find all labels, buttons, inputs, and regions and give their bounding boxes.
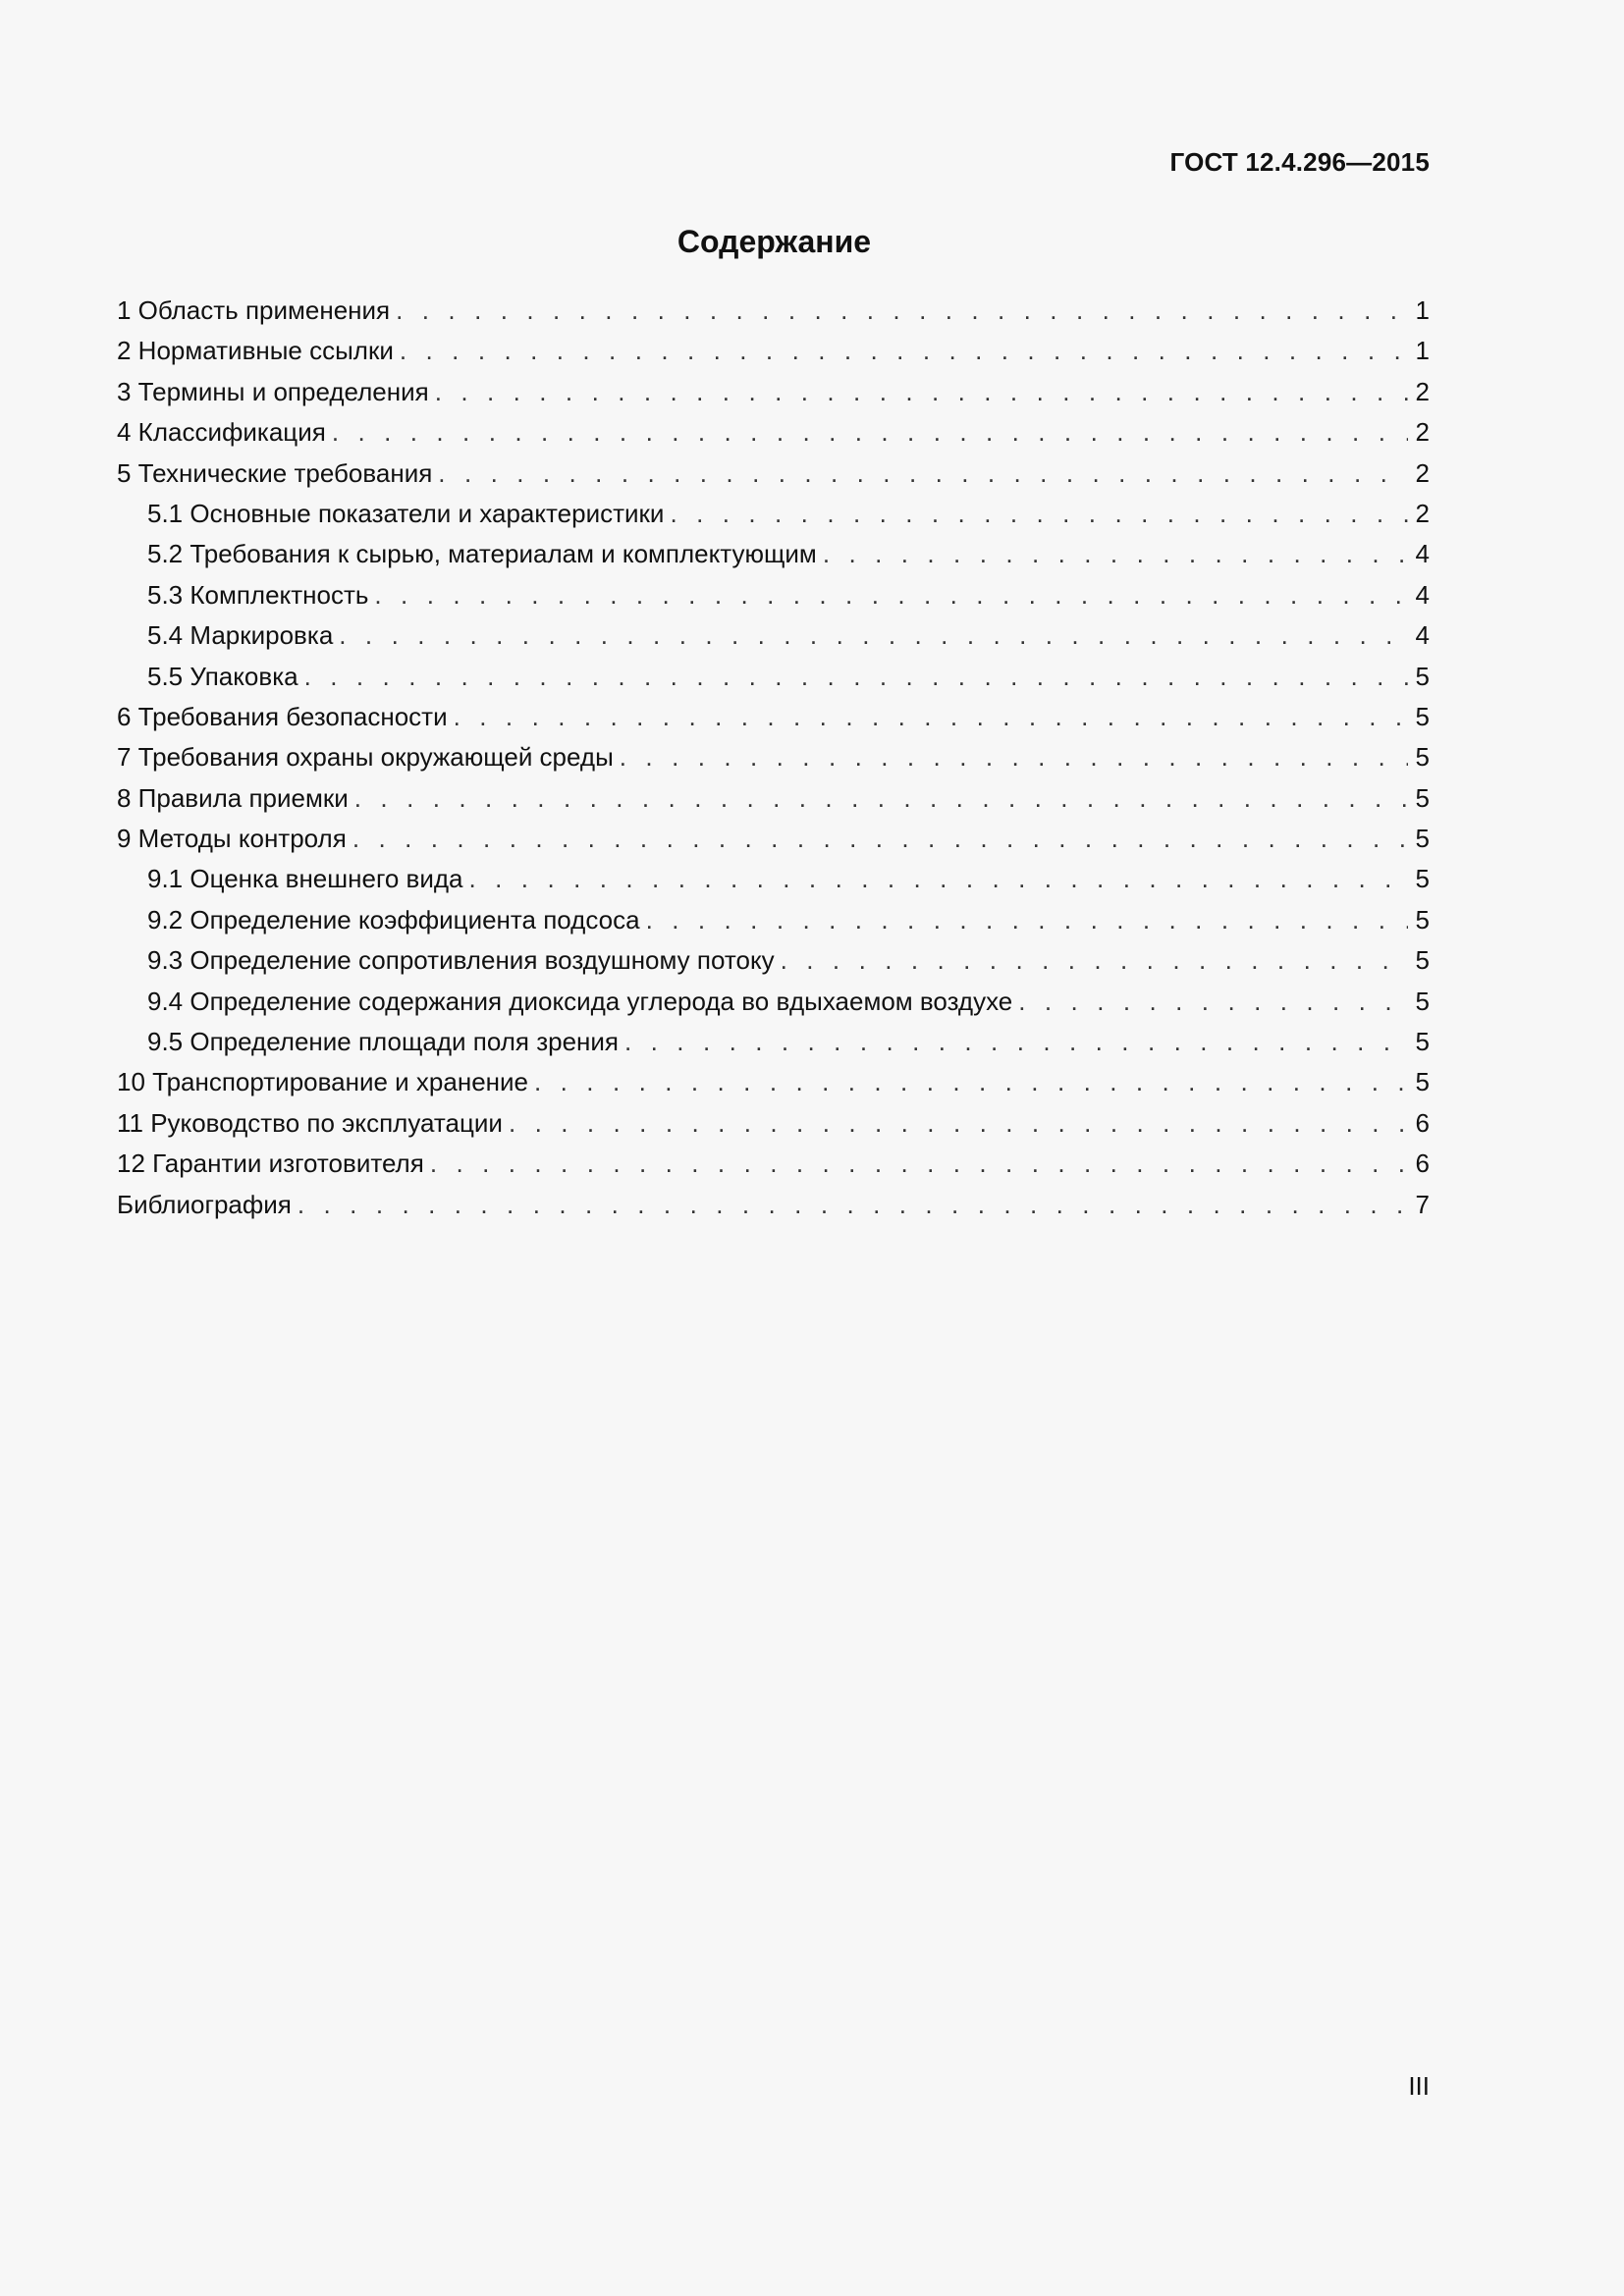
toc-dot-leader xyxy=(670,494,1408,534)
toc-entry-page: 6 xyxy=(1415,1107,1430,1138)
toc-dot-leader xyxy=(1018,982,1408,1022)
toc-entry[interactable] xyxy=(117,1144,1430,1184)
toc-entry-label: 9 Методы контроля xyxy=(117,824,347,854)
toc-dot-leader xyxy=(438,454,1408,494)
toc-entry-label: 9.1 Оценка внешнего вида xyxy=(147,864,463,894)
toc-entry-page: 1 xyxy=(1415,295,1430,325)
toc-entry[interactable] xyxy=(117,331,1430,371)
toc-entry-page: 5 xyxy=(1415,742,1430,773)
toc-entry-page: 5 xyxy=(1415,1027,1430,1057)
toc-entry-page: 7 xyxy=(1415,1189,1430,1219)
toc-entry[interactable] xyxy=(117,291,1430,331)
toc-entry-page: 4 xyxy=(1415,539,1430,569)
toc-dot-leader xyxy=(646,900,1408,940)
toc-entry[interactable] xyxy=(117,494,1430,534)
toc-entry-label: 2 Нормативные ссылки xyxy=(117,336,394,366)
toc-entry[interactable] xyxy=(117,982,1430,1022)
toc-entry-label: 3 Термины и определения xyxy=(117,376,429,406)
toc-entry[interactable] xyxy=(117,819,1430,859)
toc-dot-leader xyxy=(534,1062,1408,1102)
toc-entry[interactable] xyxy=(117,1103,1430,1144)
toc-entry[interactable] xyxy=(117,859,1430,899)
toc-entry[interactable] xyxy=(117,737,1430,777)
toc-entry-page: 5 xyxy=(1415,945,1430,976)
toc-entry-label: Библиография xyxy=(117,1189,292,1219)
toc-entry-page: 5 xyxy=(1415,904,1430,934)
toc-entry[interactable] xyxy=(117,657,1430,697)
toc-entry-label: 5.5 Упаковка xyxy=(147,661,298,691)
toc-entry-page: 4 xyxy=(1415,620,1430,651)
toc-entry-page: 1 xyxy=(1415,336,1430,366)
toc-entry-label: 5 Технические требования xyxy=(117,457,433,488)
toc-dot-leader xyxy=(374,575,1408,615)
toc-entry-page: 6 xyxy=(1415,1148,1430,1179)
toc-entry-label: 5.3 Комплектность xyxy=(147,579,369,610)
toc-entry-label: 6 Требования безопасности xyxy=(117,701,448,731)
toc-entry-page: 5 xyxy=(1415,782,1430,813)
toc-entry[interactable] xyxy=(117,372,1430,412)
toc-entry[interactable] xyxy=(117,1062,1430,1102)
toc-entry[interactable] xyxy=(117,900,1430,940)
toc-entry-label: 8 Правила приемки xyxy=(117,782,349,813)
toc-entry[interactable] xyxy=(117,575,1430,615)
toc-entry-page: 2 xyxy=(1415,457,1430,488)
toc-dot-leader xyxy=(304,657,1408,697)
toc-entry[interactable] xyxy=(117,615,1430,656)
toc-entry-page: 5 xyxy=(1415,986,1430,1016)
toc-entry-label: 10 Транспортирование и хранение xyxy=(117,1067,528,1097)
toc-dot-leader xyxy=(298,1185,1408,1225)
toc-dot-leader xyxy=(781,940,1408,981)
toc-entry-page: 2 xyxy=(1415,376,1430,406)
toc-dot-leader xyxy=(823,534,1408,574)
toc-dot-leader xyxy=(509,1103,1408,1144)
toc-dot-leader xyxy=(469,859,1408,899)
toc-entry-page: 5 xyxy=(1415,824,1430,854)
table-of-contents xyxy=(117,291,1430,1225)
toc-entry-label: 7 Требования охраны окружающей среды xyxy=(117,742,614,773)
toc-entry-label: 5.2 Требования к сырью, материалам и комплектующим xyxy=(147,539,817,569)
page-number: III xyxy=(1408,2071,1430,2101)
toc-entry-label: 5.4 Маркировка xyxy=(147,620,334,651)
toc-entry-label: 12 Гарантии изготовителя xyxy=(117,1148,424,1179)
toc-entry[interactable] xyxy=(117,1022,1430,1062)
toc-dot-leader xyxy=(624,1022,1408,1062)
toc-entry-page: 5 xyxy=(1415,661,1430,691)
toc-entry-page: 5 xyxy=(1415,701,1430,731)
toc-dot-leader xyxy=(400,331,1408,371)
toc-entry[interactable] xyxy=(117,778,1430,819)
toc-entry[interactable] xyxy=(117,940,1430,981)
toc-entry-label: 9.4 Определение содержания диоксида углерода во вдыхаемом воздухе xyxy=(147,986,1013,1016)
toc-entry-label: 9.3 Определение сопротивления воздушному потоку xyxy=(147,945,775,976)
toc-dot-leader xyxy=(339,615,1408,656)
toc-entry-label: 9.5 Определение площади поля зрения xyxy=(147,1027,619,1057)
toc-entry[interactable] xyxy=(117,454,1430,494)
toc-entry-label: 1 Область применения xyxy=(117,295,391,325)
toc-entry-page: 5 xyxy=(1415,1067,1430,1097)
toc-dot-leader xyxy=(454,697,1408,737)
toc-entry-label: 4 Классификация xyxy=(117,417,326,448)
toc-entry-label: 9.2 Определение коэффициента подсоса xyxy=(147,904,640,934)
toc-dot-leader xyxy=(352,819,1408,859)
toc-dot-leader xyxy=(332,412,1408,453)
toc-entry-page: 5 xyxy=(1415,864,1430,894)
toc-dot-leader xyxy=(354,778,1408,819)
toc-title: Содержание xyxy=(677,224,872,259)
document-code: ГОСТ 12.4.296—2015 xyxy=(1169,147,1430,177)
toc-dot-leader xyxy=(396,291,1408,331)
toc-entry[interactable] xyxy=(117,534,1430,574)
toc-entry-page: 2 xyxy=(1415,498,1430,528)
toc-dot-leader xyxy=(620,737,1408,777)
toc-entry-label: 11 Руководство по эксплуатации xyxy=(117,1107,503,1138)
toc-dot-leader xyxy=(430,1144,1408,1184)
toc-entry[interactable] xyxy=(117,412,1430,453)
toc-dot-leader xyxy=(435,372,1408,412)
toc-entry[interactable] xyxy=(117,697,1430,737)
toc-entry-page: 4 xyxy=(1415,579,1430,610)
toc-entry-page: 2 xyxy=(1415,417,1430,448)
toc-entry[interactable] xyxy=(117,1185,1430,1225)
toc-entry-label: 5.1 Основные показатели и характеристики xyxy=(147,498,665,528)
